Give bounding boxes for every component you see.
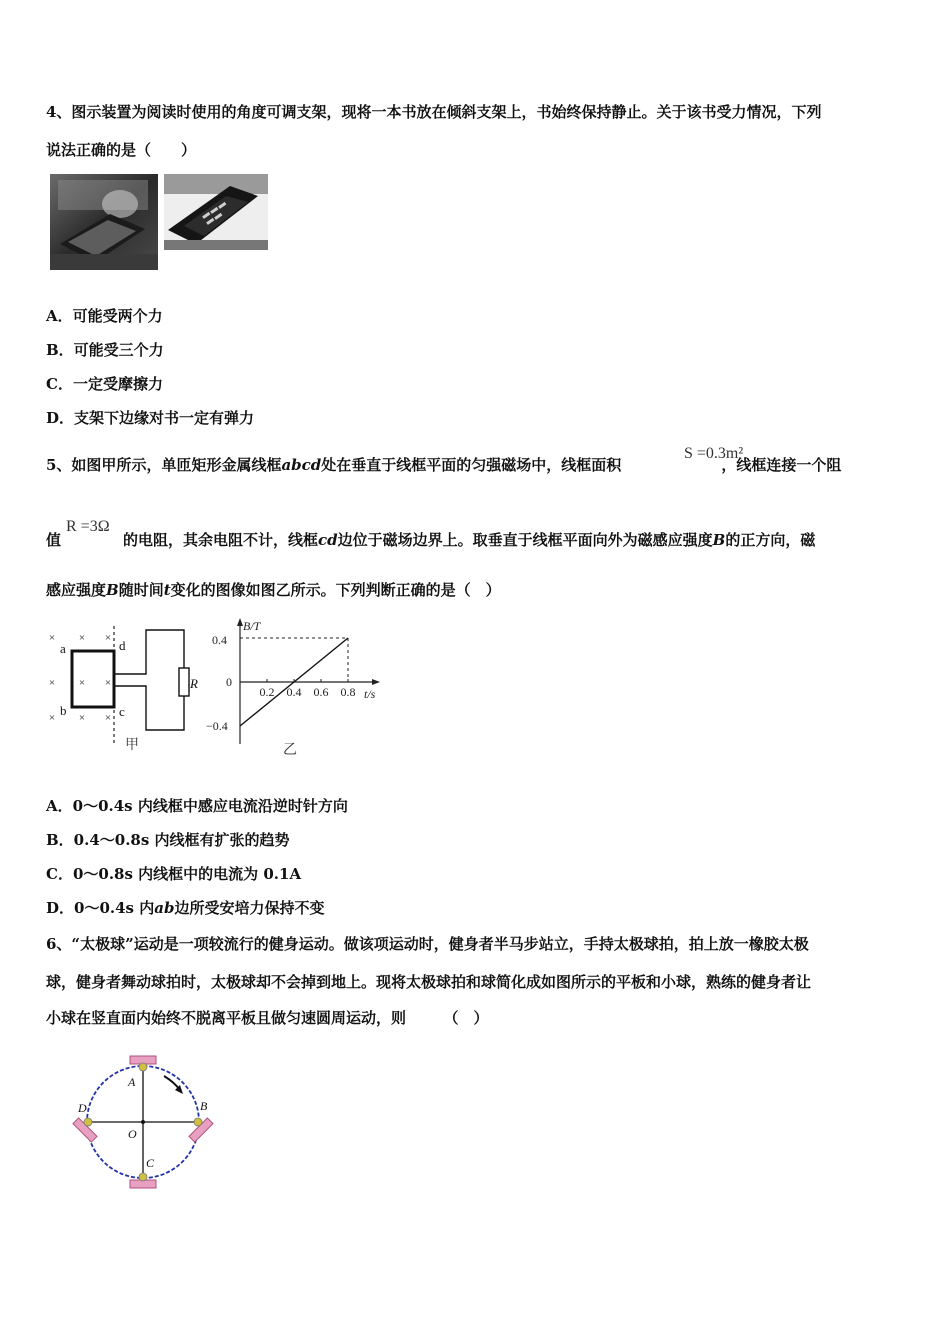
q6-stem-line2: 球，健身者舞动球拍时，太极球却不会掉到地上。现将太极球拍和球简化成如图所示的平板和小球，熟练的健身者让 xyxy=(46,973,812,991)
q5-option-b: B．0.4～0.8s 内线框有扩张的趋势 xyxy=(46,831,290,849)
x-axis-arrow xyxy=(372,679,380,685)
book-stand-photo-right xyxy=(164,174,268,250)
x-tick-label: 0.2 xyxy=(259,685,275,699)
field-cross: × xyxy=(48,677,56,689)
y-tick-bottom: −0.4 xyxy=(206,719,228,733)
label-A: A xyxy=(128,1075,136,1089)
q4-option-a: A．可能受两个力 xyxy=(46,307,163,325)
center-O xyxy=(141,1120,145,1124)
field-cross: × xyxy=(104,712,112,724)
ball-B xyxy=(194,1118,202,1126)
book-stand-photo-left xyxy=(50,174,158,270)
q5-stem-line1: 5、如图甲所示，单匝矩形金属线框abcd处在垂直于线框平面的匀强磁场中，线框面积 ，线框连接一个阻 xyxy=(46,456,842,474)
q5-stem-line2: 值 的电阻，其余电阻不计，线框cd边位于磁场边界上。取垂直于线框平面向外为磁感应强度B的正方向，磁 xyxy=(46,531,816,549)
label-R: R xyxy=(190,676,198,691)
label-O: O xyxy=(128,1127,137,1141)
field-cross: × xyxy=(78,632,86,644)
field-cross: × xyxy=(78,712,86,724)
x-axis-label: t/s xyxy=(364,687,376,701)
caption-yi: 乙 xyxy=(283,743,297,758)
x-tick-label: 0.8 xyxy=(340,685,356,699)
label-c: c xyxy=(119,704,125,719)
q4-stem-line2: 说法正确的是（ ） xyxy=(46,141,197,159)
field-cross: × xyxy=(104,632,112,644)
q5-option-c: C．0～0.8s 内线框中的电流为 0.1A xyxy=(46,865,302,883)
q6-stem-line3: 小球在竖直面内始终不脱离平板且做匀速圆周运动，则 （ ） xyxy=(46,1009,489,1027)
resistor-R xyxy=(179,668,189,696)
ball-C xyxy=(139,1173,147,1181)
field-cross: × xyxy=(48,712,56,724)
q4-option-c: C．一定受摩擦力 xyxy=(46,375,163,393)
q6-stem-line1: 6、“太极球”运动是一项较流行的健身运动。做该项运动时，健身者半马步站立，手持太极球拍，拍上放一橡胶太极 xyxy=(46,935,809,953)
y-tick-top: 0.4 xyxy=(212,633,227,647)
resistance-formula: R =3Ω xyxy=(66,518,110,535)
q4-stem-line1: 4、图示装置为阅读时使用的角度可调支架，现将一本书放在倾斜支架上，书始终保持静止。关于该书受力情况，下列 xyxy=(46,103,822,121)
x-tick-label: 0.4 xyxy=(286,685,302,699)
label-d: d xyxy=(119,638,126,653)
ball-D xyxy=(84,1118,92,1126)
area-formula: S =0.3m² xyxy=(684,445,744,462)
label-D: D xyxy=(78,1101,87,1115)
q4-option-b: B．可能受三个力 xyxy=(46,341,164,359)
label-C: C xyxy=(146,1156,155,1170)
field-cross: × xyxy=(48,632,56,644)
q5-stem-line3: 感应强度B随时间t变化的图像如图乙所示。下列判断正确的是（ ） xyxy=(46,581,501,599)
q5-option-d: D．0～0.4s 内ab边所受安培力保持不变 xyxy=(46,899,325,917)
q4-option-d: D．支架下边缘对书一定有弹力 xyxy=(46,409,255,427)
q5-option-a: A．0～0.4s 内线框中感应电流沿逆时针方向 xyxy=(46,797,348,815)
origin-label: 0 xyxy=(226,675,232,689)
field-cross: × xyxy=(104,677,112,689)
y-axis-label: B/T xyxy=(243,619,261,633)
label-B: B xyxy=(200,1099,208,1113)
taiji-ball-figure xyxy=(66,1050,224,1190)
ball-A xyxy=(139,1063,147,1071)
label-a: a xyxy=(60,641,66,656)
field-cross: × xyxy=(78,677,86,689)
figure-yi-graph xyxy=(204,616,394,758)
label-b: b xyxy=(60,703,67,718)
x-tick-label: 0.6 xyxy=(313,685,329,699)
caption-jia: 甲 xyxy=(125,738,139,753)
figure-jia-circuit xyxy=(44,624,198,754)
